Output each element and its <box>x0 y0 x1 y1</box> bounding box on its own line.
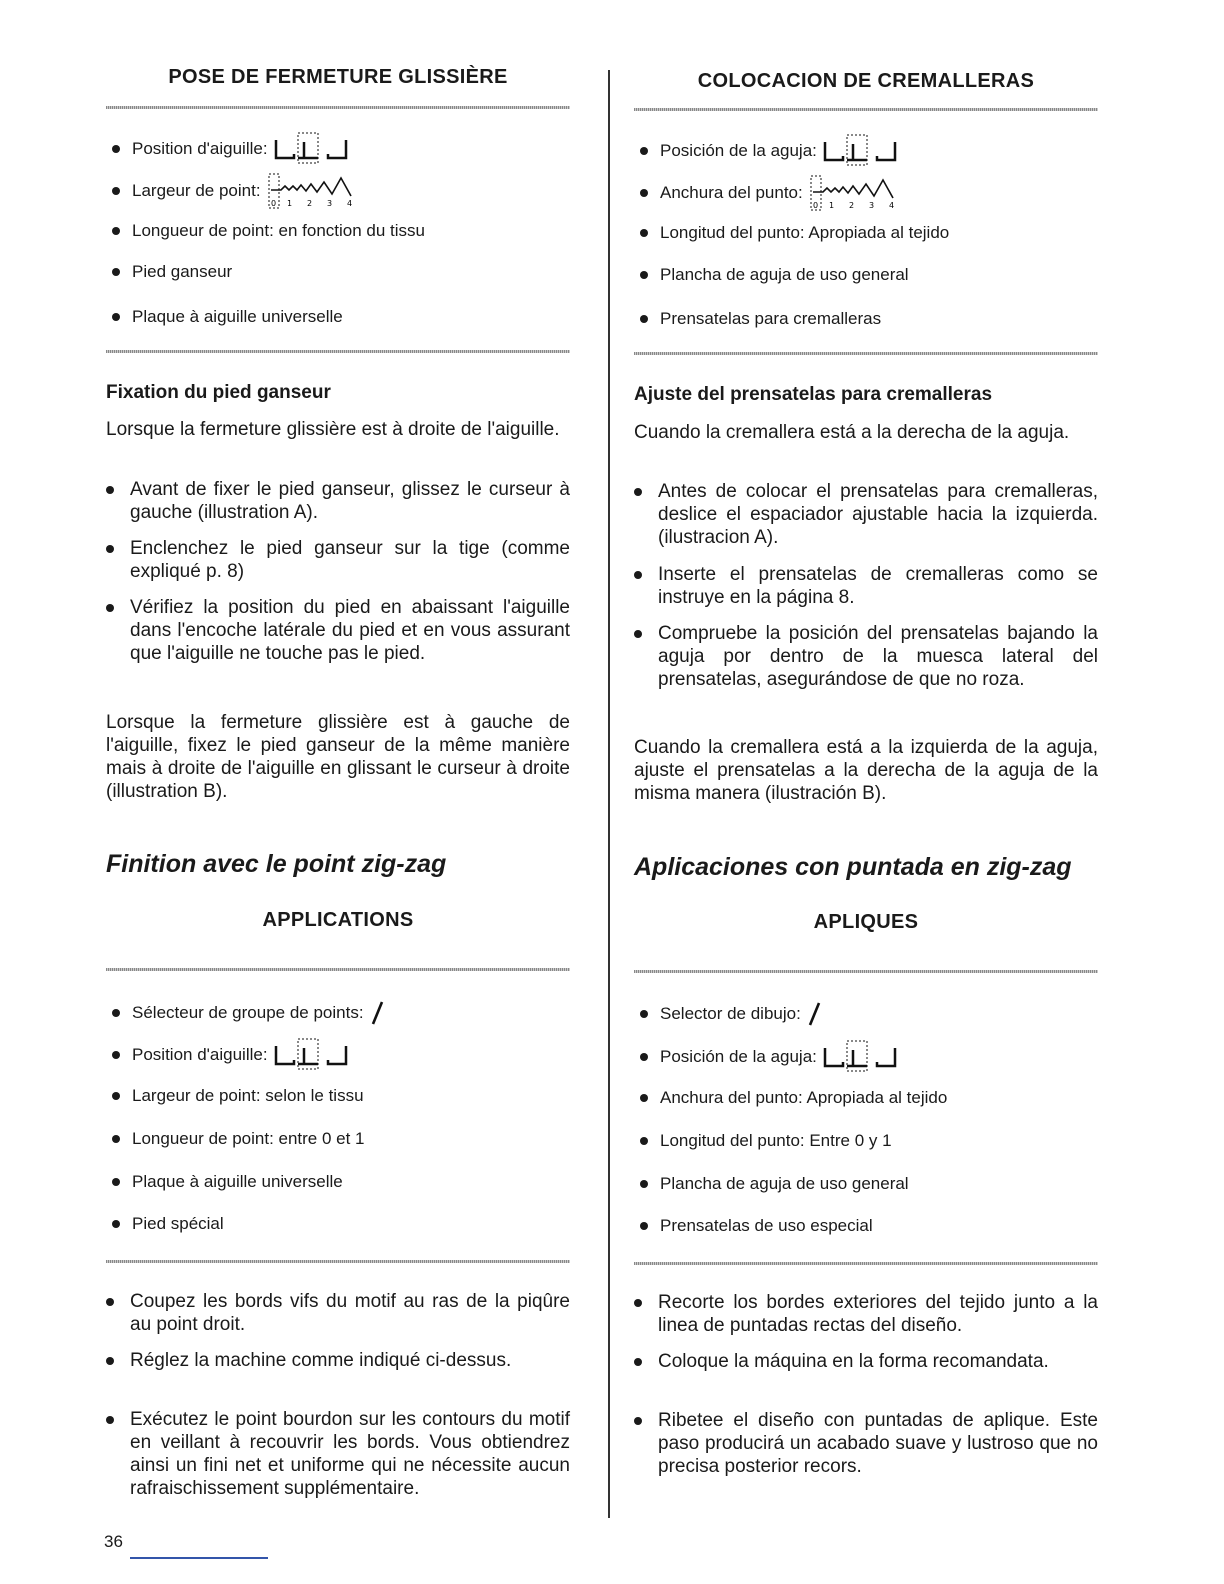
bullet-icon <box>112 187 120 195</box>
width-tick-label: 3 <box>326 199 332 208</box>
bullet-icon <box>112 145 120 153</box>
width-tick-label: 0 <box>812 201 818 210</box>
bullet-icon <box>634 488 642 496</box>
fix-step: Enclenchez le pied ganseur sur la tige (comme expliqué p. 8) <box>106 537 570 583</box>
bullet-icon <box>640 1053 648 1061</box>
section-rule <box>634 970 1098 973</box>
bullet-icon <box>112 1009 120 1017</box>
bullet-icon <box>634 1299 642 1307</box>
bullet-icon <box>106 545 114 553</box>
spec-needle-position: Posición de la aguja: <box>640 134 897 168</box>
bullet-icon <box>634 630 642 638</box>
spec-needle-position: Posición de la aguja: <box>640 1040 897 1074</box>
app-step: Ribetee el diseño con puntadas de aplique. Este paso producirá un acabado suave y lustroso que no precisa posterior recors. <box>634 1409 1098 1478</box>
fix-step: Antes de colocar el prensatelas para cremalleras, deslice el espaciador ajustable hacia la izquierda. (ilustracion A). <box>634 480 1098 549</box>
fix-subtitle: Fixation du pied ganseur <box>106 382 331 403</box>
bullet-icon <box>112 313 120 321</box>
bullet-icon <box>112 1135 120 1143</box>
spec-needle-plate: Plancha de aguja de uso general <box>640 265 909 285</box>
bullet-icon <box>640 189 648 197</box>
bullet-icon <box>112 1092 120 1100</box>
app-step: Réglez la machine comme indiqué ci-dessus. <box>106 1349 570 1372</box>
bullet-icon <box>640 147 648 155</box>
column-divider <box>608 70 610 1518</box>
needle-position-icon <box>274 1038 348 1072</box>
spec-needle-position: Position d'aiguille: <box>112 1038 348 1072</box>
fix-intro: Lorsque la fermeture glissière est à droite de l'aiguille. <box>106 419 560 440</box>
spec-presser-foot: Pied ganseur <box>112 262 232 282</box>
spec-stitch-length: Longitud del punto: Apropiada al tejido <box>640 223 949 243</box>
fix-subtitle: Ajuste del prensatelas para cremalleras <box>634 384 993 405</box>
app-step: Coloque la máquina en la forma recomandata. <box>634 1350 1098 1373</box>
bullet-icon <box>112 1178 120 1186</box>
section-rule <box>634 108 1098 111</box>
bullet-icon <box>634 1417 642 1425</box>
bullet-icon <box>634 1358 642 1366</box>
section-rule <box>106 106 570 109</box>
fix-step: Avant de fixer le pied ganseur, glissez le curseur à gauche (illustration A). <box>106 478 570 524</box>
fix-step: Inserte el prensatelas de cremalleras como se instruye en la página 8. <box>634 563 1098 609</box>
bullet-icon <box>640 1222 648 1230</box>
stitch-width-icon <box>267 172 363 210</box>
bullet-icon <box>106 604 114 612</box>
width-tick-label: 2 <box>306 199 312 208</box>
spec-needle-plate: Plancha de aguja de uso general <box>640 1174 909 1194</box>
bullet-icon <box>112 268 120 276</box>
bullet-icon <box>634 571 642 579</box>
bullet-icon <box>106 486 114 494</box>
spec-needle-plate: Plaque à aiguille universelle <box>112 307 343 327</box>
spec-stitch-length: Longueur de point: en fonction du tissu <box>112 221 425 241</box>
needle-position-icon <box>823 134 897 168</box>
bullet-icon <box>640 1180 648 1188</box>
applications-title: APLIQUES <box>813 911 919 933</box>
bullet-icon <box>112 227 120 235</box>
width-tick-label: 3 <box>868 201 874 210</box>
bullet-icon <box>640 315 648 323</box>
spec-presser-foot: Pied spécial <box>112 1214 224 1234</box>
section-rule <box>634 1262 1098 1265</box>
width-tick-label: 4 <box>346 199 352 208</box>
spec-stitch-length: Longueur de point: entre 0 et 1 <box>112 1129 365 1149</box>
spec-stitch-width: Largeur de point: selon le tissu <box>112 1086 364 1106</box>
bullet-icon <box>106 1416 114 1424</box>
fix-step: Vérifiez la position du pied en abaissant l'aiguille dans l'encoche latérale du pied et en vous assurant que l'aiguille ne touche pas le pied. <box>106 596 570 665</box>
straight-stitch-icon <box>370 1000 384 1026</box>
spec-stitch-length: Longitud del punto: Entre 0 y 1 <box>640 1131 892 1151</box>
spec-stitch-width: Anchura del punto: Apropiada al tejido <box>640 1088 947 1108</box>
width-tick-label: 1 <box>828 201 834 210</box>
footer-line <box>130 1557 268 1559</box>
fix-outro: Lorsque la fermeture glissière est à gauche de l'aiguille, fixez le pied ganseur de la même manière mais à droite de l'aiguille en glissant le curseur à droite (illustration B). <box>106 712 570 802</box>
section-rule <box>106 1260 570 1263</box>
spec-stitch-width: Anchura del punto: 0 1 2 3 4 <box>640 174 905 212</box>
zigzag-heading: Finition avec le point zig-zag <box>106 850 447 878</box>
spec-presser-foot: Prensatelas de uso especial <box>640 1216 873 1236</box>
needle-position-icon <box>823 1040 897 1074</box>
width-tick-label: 4 <box>888 201 894 210</box>
width-tick-label: 0 <box>270 199 276 208</box>
page-number: 36 <box>104 1532 123 1551</box>
spec-stitch-width: Largeur de point: 0 1 2 3 4 <box>112 172 363 210</box>
width-tick-label: 1 <box>286 199 292 208</box>
section-rule <box>106 350 570 353</box>
app-step: Recorte los bordes exteriores del tejido junto a la linea de puntadas rectas del diseño. <box>634 1291 1098 1337</box>
applications-title: APPLICATIONS <box>262 909 414 931</box>
spec-needle-plate: Plaque à aiguille universelle <box>112 1172 343 1192</box>
app-step: Coupez les bords vifs du motif au ras de la piqûre au point droit. <box>106 1290 570 1336</box>
straight-stitch-icon <box>807 1001 821 1027</box>
zipper-section-title: POSE DE FERMETURE GLISSIÈRE <box>168 66 508 88</box>
bullet-icon <box>106 1357 114 1365</box>
needle-position-icon <box>274 132 348 166</box>
fix-outro: Cuando la cremallera está a la izquierda de la aguja, ajuste el prensatelas a la derecha de la aguja de la misma manera (ilustración B). <box>634 737 1098 804</box>
bullet-icon <box>106 1298 114 1306</box>
width-tick-label: 2 <box>848 201 854 210</box>
fix-step: Compruebe la posición del prensatelas bajando la aguja por dentro de la muesca lateral del prensatelas, asegurándose de que no roza. <box>634 622 1098 691</box>
spec-stitch-selector: Selector de dibujo: <box>640 1001 821 1027</box>
app-step: Exécutez le point bourdon sur les contours du motif en veillant à recouvrir les bords. Vous obtiendrez ainsi un fini net et uniforme qui ne nécessite aucun rafraischissement supplémentaire. <box>106 1408 570 1500</box>
zipper-section-title: COLOCACION DE CREMALLERAS <box>697 70 1035 92</box>
zigzag-heading: Aplicaciones con puntada en zig-zag <box>634 853 1072 881</box>
spec-presser-foot: Prensatelas para cremalleras <box>640 309 881 329</box>
fix-intro: Cuando la cremallera está a la derecha de la aguja. <box>634 422 1070 443</box>
bullet-icon <box>640 1010 648 1018</box>
section-rule <box>106 968 570 971</box>
bullet-icon <box>640 271 648 279</box>
bullet-icon <box>112 1220 120 1228</box>
bullet-icon <box>112 1051 120 1059</box>
stitch-width-icon <box>809 174 905 212</box>
section-rule <box>634 352 1098 355</box>
spec-needle-position: Position d'aiguille: <box>112 132 348 166</box>
bullet-icon <box>640 1137 648 1145</box>
spec-stitch-selector: Sélecteur de groupe de points: <box>112 1000 384 1026</box>
bullet-icon <box>640 229 648 237</box>
bullet-icon <box>640 1094 648 1102</box>
